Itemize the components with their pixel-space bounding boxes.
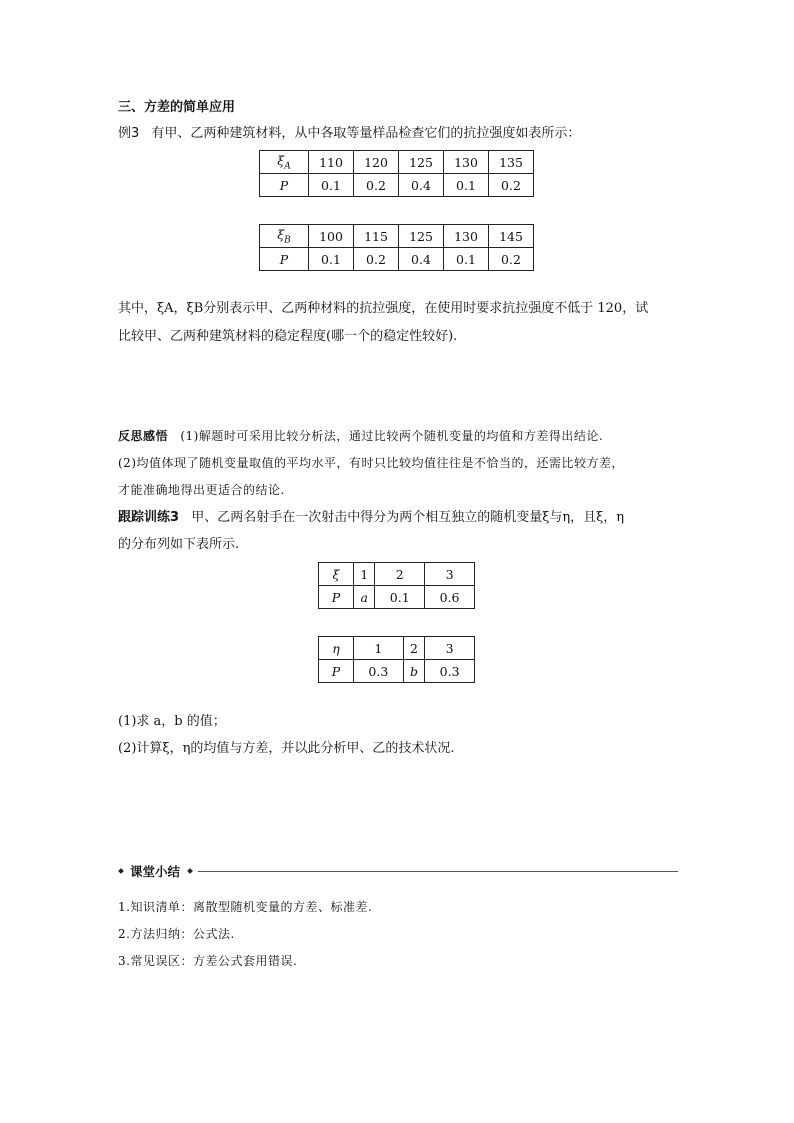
table-cell: 1 bbox=[354, 637, 404, 660]
training-3-line-1 bbox=[118, 508, 624, 528]
table-cell: 125 bbox=[399, 151, 444, 174]
table-row bbox=[319, 586, 475, 609]
table-cell: 2 bbox=[403, 637, 424, 660]
table-cell: 125 bbox=[399, 225, 444, 248]
table-eta bbox=[318, 636, 475, 683]
table-cell: 3 bbox=[425, 563, 475, 586]
divider bbox=[198, 871, 678, 872]
summary-item: 3.常见误区：方差公式套用错误. bbox=[118, 954, 298, 968]
table-row bbox=[260, 174, 534, 197]
table-cell: 135 bbox=[489, 151, 534, 174]
table-cell: 0.2 bbox=[489, 174, 534, 197]
table-cell: 0.6 bbox=[425, 586, 475, 609]
summary-item: 2.方法归纳：公式法. bbox=[118, 927, 235, 941]
example-3-statement bbox=[118, 124, 580, 144]
bullet-diamond-icon bbox=[118, 868, 124, 874]
table-row bbox=[260, 225, 534, 248]
table-row bbox=[319, 637, 475, 660]
table-row bbox=[260, 248, 534, 271]
summary-header bbox=[118, 862, 678, 882]
table-cell: 2 bbox=[375, 563, 425, 586]
question-1: (1)求 a，b 的值； bbox=[118, 714, 226, 729]
table-row bbox=[260, 151, 534, 174]
summary-item: 1.知识清单：离散型随机变量的方差、标准差. bbox=[118, 900, 373, 914]
table-p-cell: P bbox=[260, 174, 309, 197]
table-p-cell: P bbox=[260, 248, 309, 271]
table-cell: 1 bbox=[354, 563, 375, 586]
table-row bbox=[319, 563, 475, 586]
example-text: 有甲、乙两种建筑材料，从中各取等量样品检查它们的抗拉强度如表所示： bbox=[151, 126, 581, 141]
example-body-line-2: 比较甲、乙两种建筑材料的稳定程度(哪一个的稳定性较好). bbox=[118, 329, 458, 344]
training-label: 跟踪训练3 bbox=[118, 510, 180, 525]
reflection-line-1 bbox=[118, 426, 603, 446]
table-cell: 145 bbox=[489, 225, 534, 248]
table-cell: 110 bbox=[309, 151, 354, 174]
training-3-line-2: 的分布列如下表所示. bbox=[118, 537, 240, 552]
table-cell: 0.4 bbox=[399, 248, 444, 271]
bullet-diamond-icon bbox=[187, 868, 193, 874]
table-cell: 0.3 bbox=[425, 660, 475, 683]
table-cell: 120 bbox=[354, 151, 399, 174]
table-cell: 0.4 bbox=[399, 174, 444, 197]
table-xi bbox=[318, 562, 475, 609]
table-var-cell: ξ bbox=[319, 563, 354, 586]
question-2: (2)计算ξ，η的均值与方差，并以此分析甲、乙的技术状况. bbox=[118, 741, 455, 756]
table-var-cell: $\xi_B$ bbox=[260, 225, 309, 248]
example-body-line-1: 其中，ξA，ξB分别表示甲、乙两种材料的抗拉强度，在使用时要求抗拉强度不低于 120，试 bbox=[118, 301, 649, 316]
table-cell: 0.2 bbox=[354, 174, 399, 197]
table-var-cell: η bbox=[319, 637, 354, 660]
table-cell: 130 bbox=[444, 225, 489, 248]
table-cell: 0.1 bbox=[309, 248, 354, 271]
table-cell: 0.2 bbox=[354, 248, 399, 271]
table-cell: a bbox=[354, 586, 375, 609]
table-cell: b bbox=[403, 660, 424, 683]
reflection-line-3: 才能准确地得出更适合的结论. bbox=[118, 483, 285, 497]
table-p-cell: P bbox=[319, 660, 354, 683]
table-xi-a bbox=[259, 150, 534, 197]
training-text-1: 甲、乙两名射手在一次射击中得分为两个相互独立的随机变量ξ与η，且ξ，η bbox=[191, 510, 625, 525]
table-cell: 0.1 bbox=[375, 586, 425, 609]
summary-title: 课堂小结 bbox=[130, 864, 181, 879]
table-cell: 0.2 bbox=[489, 248, 534, 271]
table-cell: 0.1 bbox=[444, 248, 489, 271]
table-p-cell: P bbox=[319, 586, 354, 609]
table-cell: 0.1 bbox=[444, 174, 489, 197]
table-cell: 0.3 bbox=[354, 660, 404, 683]
section-heading: 三、方差的简单应用 bbox=[118, 100, 236, 115]
table-cell: 0.1 bbox=[309, 174, 354, 197]
table-xi-b bbox=[259, 224, 534, 271]
table-row bbox=[319, 660, 475, 683]
table-cell: 130 bbox=[444, 151, 489, 174]
table-var-cell: $\xi_A$ bbox=[260, 151, 309, 174]
table-cell: 115 bbox=[354, 225, 399, 248]
table-cell: 100 bbox=[309, 225, 354, 248]
reflection-line-2: (2)均值体现了随机变量取值的平均水平，有时只比较均值往往是不恰当的，还需比较方差， bbox=[118, 456, 625, 470]
example-label: 例3 bbox=[118, 126, 140, 141]
table-cell: 3 bbox=[425, 637, 475, 660]
reflection-text-1: (1)解题时可采用比较分析法，通过比较两个随机变量的均值和方差得出结论. bbox=[180, 429, 604, 443]
reflection-label: 反思感悟 bbox=[118, 429, 169, 443]
